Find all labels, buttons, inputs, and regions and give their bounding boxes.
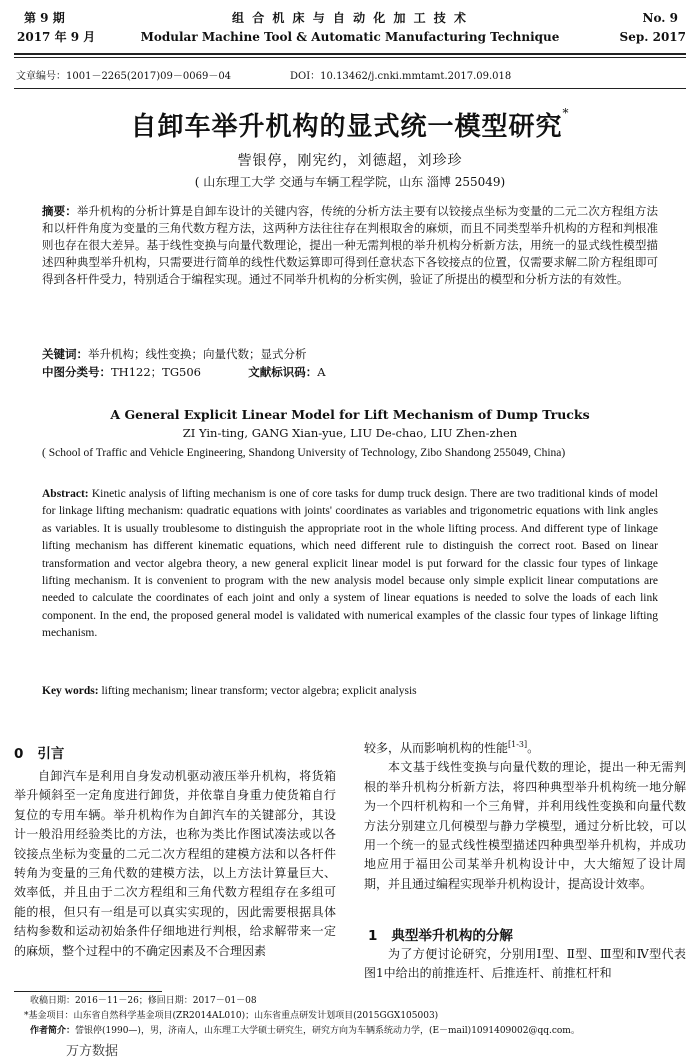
footnote-rule <box>14 991 162 992</box>
issue-date-cn: 2017 年 9 月 <box>17 30 96 44</box>
header-rule-thin <box>14 57 686 58</box>
section-1-title: 典型举升机构的分解 <box>391 928 513 944</box>
citation-1-3: [1-3] <box>508 740 528 749</box>
abstract-cn-text: 举升机构的分析计算是自卸车设计的关键内容，传统的分析方法主要有以铰接点坐标为变量的二元二次方程组方法和以杆件角度为变量的三角代数方程方法，这两种方法往往存在判根取舍的麻烦，而且不同类型举升机构的方程和判根准则也存在很大差异。基于线性变换与向量代数理论，提出一种无需判根的举升机构分析新方法，用统一的显式线性模型描述四种典型举升机构，只需要进行简单的线性代数运算即可得到任意状态下各铰接点的位置，仅需要求解二阶方程组即可得到各杆件受力，特别适合于编程实现。通过不同举升机构的分析实例，验证了所提出的模型和分析方法的有效性。 <box>42 204 658 286</box>
journal-title-en: Modular Machine Tool & Automatic Manufacturing Technique <box>140 30 560 44</box>
paper-title-en: A General Explicit Linear Model for Lift Mechanism of Dump Trucks <box>110 407 590 422</box>
footnote-author <box>30 1024 680 1039</box>
paper-title-text: 自卸车举升机构的显式统一模型研究 <box>130 112 563 142</box>
affiliation-cn: ( 山东理工大学 交通与车辆工程学院，山东 淄博 255049) <box>194 175 506 189</box>
section-1-heading <box>368 924 513 944</box>
intro-continuation: 较多，从而影响机构的性能[1-3]。 <box>364 740 540 755</box>
clc-label: 中图分类号： <box>42 365 111 379</box>
footnote-author-text: 訾银停(1990—)，男，济南人，山东理工大学硕士研究生，研究方向为车辆系统动力学，(E－mail)1091409002@qq.com。 <box>75 1026 580 1036</box>
clc-code: TH122；TG506 <box>111 365 201 379</box>
watermark: 万方数据 <box>66 1044 119 1059</box>
section-0-title: 引言 <box>37 746 65 762</box>
authors-en: ZI Yin-ting, GANG Xian-yue, LIU De-chao, LIU Zhen-zhen <box>182 426 518 440</box>
keywords-en-label: Key words <box>42 685 95 697</box>
abstract-en-label: Abstract <box>42 488 85 500</box>
authors-cn: 訾银停，刚宪约，刘德超，刘珍珍 <box>237 153 463 169</box>
doc-code-label: 文献标识码： <box>248 365 318 379</box>
header-rule <box>14 53 686 55</box>
classification-line <box>42 364 658 381</box>
right-column <box>364 735 686 894</box>
keywords-en-text: lifting mechanism; linear transform; vector algebra; explicit analysis <box>101 685 417 697</box>
keywords-cn <box>42 346 658 363</box>
issue-date-en: Sep. 2017 <box>619 30 686 44</box>
article-number: 文章编号：1001－2265(2017)09－0069－04 <box>16 71 232 82</box>
paper-title <box>60 106 640 143</box>
section-1-paragraph: 为了方便讨论研究，分别用Ⅰ型、Ⅱ型、Ⅲ型和Ⅳ型代表图1中给出的前推连杆、后推连杆、前推杠杆和 <box>364 947 686 981</box>
section-1-number: 1 <box>368 928 378 944</box>
footnote-fund: *基金项目：山东省自然科学基金项目(ZR2014AL010)；山东省重点研发计划项目(2015GGX105003) <box>24 1011 439 1021</box>
method-paragraph: 本文基于线性变换与向量代数的理论，提出一种无需判根的举升机构分析新方法，将四种典型举升机构统一地分解为一个四杆机构和一个三角臂，并利用线性变换和向量代数方法分别建立几何模型与静力学模型，通过分析比较，可以用一个统一的显式线性模型描述四种典型举升机构，并成功地应用于福田公司某举升机构设计中，大大缩短了设计周期，并且通过编程实现举升机构设计，提高设计效率。 <box>364 760 686 891</box>
abstract-cn <box>42 203 658 288</box>
abstract-en-text: Kinetic analysis of lifting mechanism is one of core tasks for dump truck design. There are two traditional kinds of model for linkage lifting mechanism: quadratic equations with joints' coordinates as variables and trigonometric equations with link angles as variables. It is usually troublesome to distinguish the appropriate root in the whole lifting process. And different type of linkage lifting mechanism has different kinematic equations, which need different rule to distinguish the correct root. Based on linear transformation and vector algebra theory, a new general explicit linear model is put forward for the classic four types of linkage lifting mechanism. It is convenient to program with the new analysis model because only simple explicit linear computations are needed to calculate the coordinates of each joint and only a system of linear equations is needed to solve the loads of each link component. In the end, the proposed general model is validated with numerical examples of the classic four types of linkage lifting mechanism. <box>42 488 658 640</box>
keywords-cn-text: 举升机构；线性变换；向量代数；显式分析 <box>88 347 307 361</box>
footnote-received: 收稿日期：2016－11－26；修回日期：2017－01－08 <box>30 996 257 1006</box>
journal-title-cn: 组 合 机 床 与 自 动 化 加 工 技 术 <box>232 11 468 25</box>
doi: DOI：10.13462/j.cnki.mmtamt.2017.09.018 <box>290 71 512 82</box>
affiliation-en: ( School of Traffic and Vehicle Engineering, Shandong University of Technology, Zibo Shandong 255049, China) <box>42 447 566 459</box>
section-0-number: 0 <box>14 746 24 762</box>
intro-paragraph <box>14 767 336 961</box>
section-0-heading <box>14 742 64 762</box>
abstract-en: Abstract: Kinetic analysis of lifting mechanism is one of core tasks for dump truck design. There are two traditional kinds of model for linkage lifting mechanism: quadratic equations with joints' coordinates as variables and trigonometric equations with link angles as variables. It is usually troublesome to distinguish the appropriate root in the whole lifting process. And different type of linkage lifting mechanism has different kinematic equations, which need different rule to distinguish the correct root. Based on linear transformation and vector algebra theory, a new general explicit linear model is put forward for the classic four types of linkage lifting mechanism. It is convenient to program with the new analysis model because only simple explicit linear computations are needed to calculate the coordinates of each joint and only a system of linear equations is needed to solve the loads of each link component. In the end, the proposed general model is validated with numerical examples of the classic four types of linkage lifting mechanism. <box>42 488 658 640</box>
intro-text: 自卸汽车是利用自身发动机驱动液压举升机构，将货箱举升倾斜至一定角度进行卸货，并依靠自身重力使货箱自行复位的专用车辆。举升机构作为自卸汽车的关键部分，其设计一般沿用经验类比的方法，也称为类比作图试凑法或以各铰接点坐标为变量的二元二次方程组的建模方法和以各杆件转角为变量的三角代数的建模方法，以上方法计算量巨大、效率低，并且由于二次方程组和三角代数方程组存在多组可能的根，但只有一组是可以真实实现的，因此需要根据具体结构参数和运动初始条件仔细地进行判根，给求解带来一定的麻烦，整个过程中的不确定因素及不合理因素 <box>14 769 336 958</box>
footnote-author-label: 作者简介： <box>30 1026 76 1036</box>
keywords-en: Key words: lifting mechanism; linear transform; vector algebra; explicit analysis <box>42 685 417 697</box>
issue-number-en: No. 9 <box>642 11 678 25</box>
doc-code: A <box>317 365 326 379</box>
keywords-cn-label: 关键词： <box>42 347 88 361</box>
issue-number-cn: 第 9 期 <box>24 11 65 25</box>
title-footnote-mark: * <box>562 106 570 120</box>
meta-rule <box>14 88 686 89</box>
abstract-cn-label: 摘要： <box>42 204 77 218</box>
